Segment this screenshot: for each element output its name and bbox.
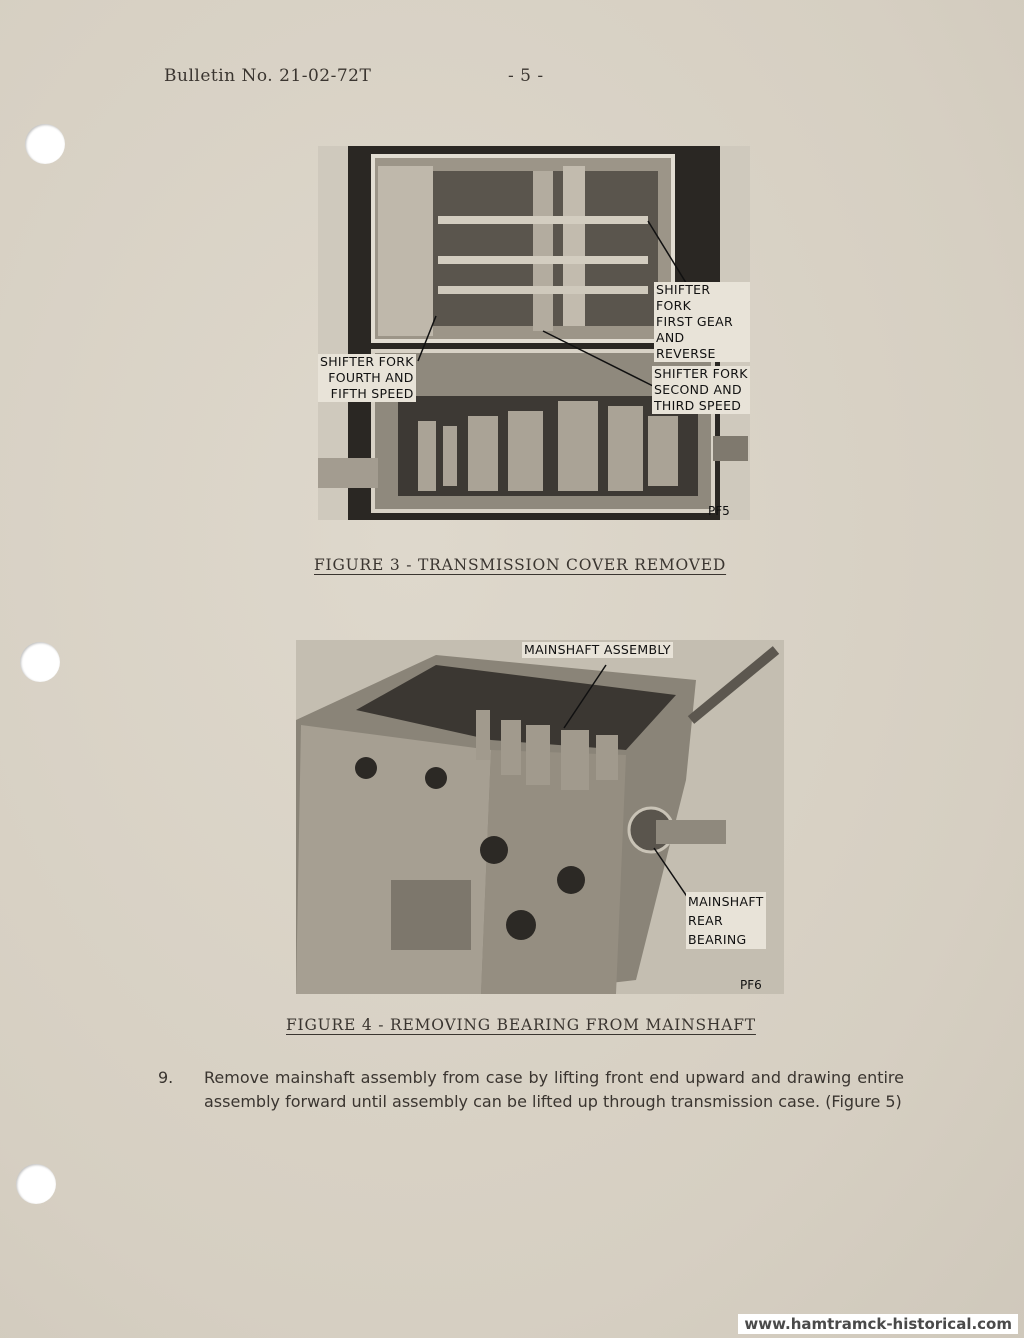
callout-first-gear-reverse: SHIFTER FORK FIRST GEAR AND REVERSE — [654, 282, 750, 362]
binder-hole-bottom — [16, 1164, 56, 1204]
binder-hole-middle — [20, 642, 60, 682]
figure-4-caption: FIGURE 4 - REMOVING BEARING FROM MAINSHAFT — [286, 1016, 756, 1034]
callout-mainshaft-assembly: MAINSHAFT ASSEMBLY — [524, 642, 671, 657]
figure-3-caption: FIGURE 3 - TRANSMISSION COVER REMOVED — [314, 556, 727, 574]
step-number: 9. — [158, 1068, 174, 1087]
step-text: Remove mainshaft assembly from case by lifting front end upward and drawing entire assembly forward until assembly can be lifted up through transmission case. (Figure 5) — [204, 1068, 904, 1111]
website-watermark: www.hamtramck-historical.com — [738, 1314, 1018, 1334]
figure-3-photo — [318, 146, 750, 520]
callout-second-third-speed: SHIFTER FORK SECOND AND THIRD SPEED — [654, 366, 748, 413]
binder-hole-top — [25, 124, 65, 164]
figure-4-photo — [296, 640, 784, 994]
bulletin-number: Bulletin No. 21-02-72T — [164, 66, 372, 86]
callout-mainshaft-rear-bearing: MAINSHAFT REAR BEARING — [688, 894, 764, 947]
callout-fourth-fifth-speed: SHIFTER FORK FOURTH AND FIFTH SPEED — [320, 354, 414, 401]
page-number: - 5 - — [508, 66, 544, 86]
photo-code-pf5: PF5 — [708, 504, 730, 518]
photo-code-pf6: PF6 — [740, 978, 762, 992]
